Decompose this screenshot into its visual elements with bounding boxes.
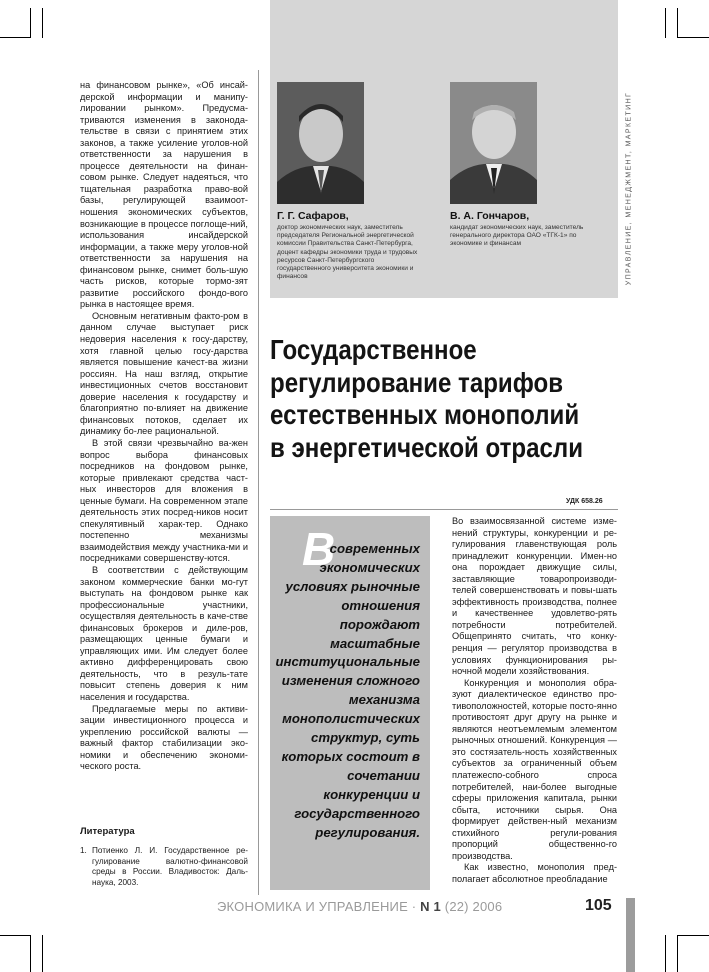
literature-item [80,846,248,888]
crop-mark [665,8,666,38]
author-photo-goncharov [450,82,537,204]
crop-mark [30,8,31,38]
crop-mark [677,8,678,38]
page-footer [217,899,502,914]
right-paragraph: Конкуренция и монополия обра-зуют диалектическое единство про-тивоположностей, которые посто-янно противостоят друг другу на рынке и являются неотъемлемым элементом рыночных отношений. Конкуренция — это состязатель-ность хозяйственных субъектов за ограниченный объем платежеспо-собного спроса потребителей, наи-более выгодные сферы приложения капитала, рынки сбыта, источники сырья. Она формирует действен-ный механизм стихийного регули-рования пропорций общественно-го производства. [452,677,617,861]
pull-quote [270,516,430,890]
crop-mark [677,935,709,936]
right-paragraph: Как известно, монополия пред-полагает абсолютное преобладание [452,862,617,884]
section-label-text: УПРАВЛЕНИЕ, МЕНЕДЖМЕНТ, МАРКЕТИНГ [625,91,633,286]
right-paragraph: Во взаимосвязанной системе изме-нений структуры, конкуренции и ре-гулирования главенствующая роль принадлежит конкуренции. Имен-но она порождает движущие силы, заставляющие товаропроизводи-телей совершенствовать и повы-шать эффективность производства, полнее и качественнее удовлетво-рять потребности потребителей. Общепринято считать, что конку-ренция — регулятор производства в условиях функционирования ры-ночной модели хозяйствования. [452,516,617,677]
author-name-goncharov: В. А. Гончаров, [450,210,530,222]
portrait-icon [450,82,537,204]
udk-divider [270,509,618,510]
title-line: регулирование тарифов [270,366,564,398]
issue-number: N 1 [420,899,441,914]
crop-mark [677,935,678,972]
section-label [619,80,633,300]
udk-code: УДК 658.26 [566,498,603,505]
literature-item-text: Потиенко Л. И. Государственное ре-гулирование валютно-финансовой среды в России. Владивосток: Даль-наука, 2003. [92,846,248,887]
left-paragraph: В этой связи чрезвычайно ва-жен вопрос выбора финансовых посредников на фондовом рынке, которые привлекают средства част-ных инвесторов для вложения в ценные бумаги. На современном этапе деятельность этих посред-ников носит спекулятивный харак-тер. Однако постепенно механизмы взаимодействия между участника-ми и посредниками совершенству-ются. [80,437,248,564]
author-info-safarov: доктор экономических наук, заместитель председателя Региональной энергетической комиссии Правительства Санкт-Петербурга, доцент кафедры экономики труда и трудовых ресурсов Санкт-Петербургского государственного университета экономики и финансов [277,224,418,281]
author-photo-safarov [277,82,364,204]
crop-mark [665,935,666,972]
crop-mark [30,935,31,972]
page-number: 105 [585,897,612,914]
portrait-icon [277,82,364,204]
pull-quote-drop-letter: В [302,523,336,575]
authors-panel [270,0,618,298]
article-title [270,334,631,464]
literature-item-number: 1. [80,846,87,855]
crop-mark [0,37,30,38]
author-name-safarov: Г. Г. Сафаров, [277,210,349,222]
page-edge-tab [626,898,635,972]
column-divider [258,70,259,895]
pull-quote-text: современных экономических условиях рыночные отношения порождают масштабные институциональные изменения сложного механизма монополистических структур, суть которых состоит в сочетании конкуренции и государственного регулирования. [275,541,420,840]
title-line: Государственное [270,334,477,365]
left-paragraph: Предлагаемые меры по активи-зации инвестиционного процесса и укреплению российской валюты — важный фактор стабилизации эко-номики и обеспечению экономи-ческого роста. [80,703,248,772]
crop-mark [42,8,43,38]
crop-mark [0,935,30,936]
left-paragraph: В соответствии с действующим законом коммерческие банки мо-гут выступать на фондовом рынке как профессиональные участники, осуществляя деятельность в каче-стве финансовых брокеров и дилe-ров, размещающих ценные бумаги и управляющих ими. Им следует более активно дифференцировать свою деятельность, что в резуль-тате повысит степень доверия к ним населения и государства. [80,564,248,702]
issue-year: (22) 2006 [440,899,503,914]
left-paragraph: Основным негативным факто-ром в данном случае выступает риск недоверия населения к госу-дарству, хотя главной целью госу-дарства является повышение качест-ва жизни россиян. На наш взгляд, открытие инвестиционных счетов восстановит доверие населения к государству и благоприятно по-влияет на движение финансовых потоков, сделает их динамику бо-лее рациональной. [80,310,248,437]
journal-name: ЭКОНОМИКА И УПРАВЛЕНИЕ [217,899,408,914]
crop-mark [677,37,709,38]
literature-heading: Литература [80,826,135,837]
left-paragraph: на финансовом рынке», «Об инсай-дерской информации и манипу-лировании рынком». Предусма-триваются изменения в законода-тельстве в связи с принятием этих законов, а также усиление уголов-ной ответственности за нарушения в процессе деятельности на финан-совом рынке. Следует надеяться, что тщательная разработка право-вой базы, регулирующей взаимоот-ношения экономических субъектов, возникающие в процессе поглоще-ний, использования инсайдерской информации, а также меру уголов-ной ответственности за нарушения на финансовом рынке, снимет боль-шую часть рисков, которые тормо-зят развитие российского фондо-вого рынка в настоящее время. [80,80,248,310]
crop-mark [42,935,43,972]
title-line: в энергетической отрасли [270,431,584,463]
author-info-goncharov: кандидат экономических наук, заместитель генерального директора ОАО «ТГК-1» по экономике и финансам [450,224,584,248]
title-line: естественных монополий [270,399,580,430]
left-column [80,80,248,773]
footer-separator: · [407,899,421,914]
right-column [452,516,617,886]
